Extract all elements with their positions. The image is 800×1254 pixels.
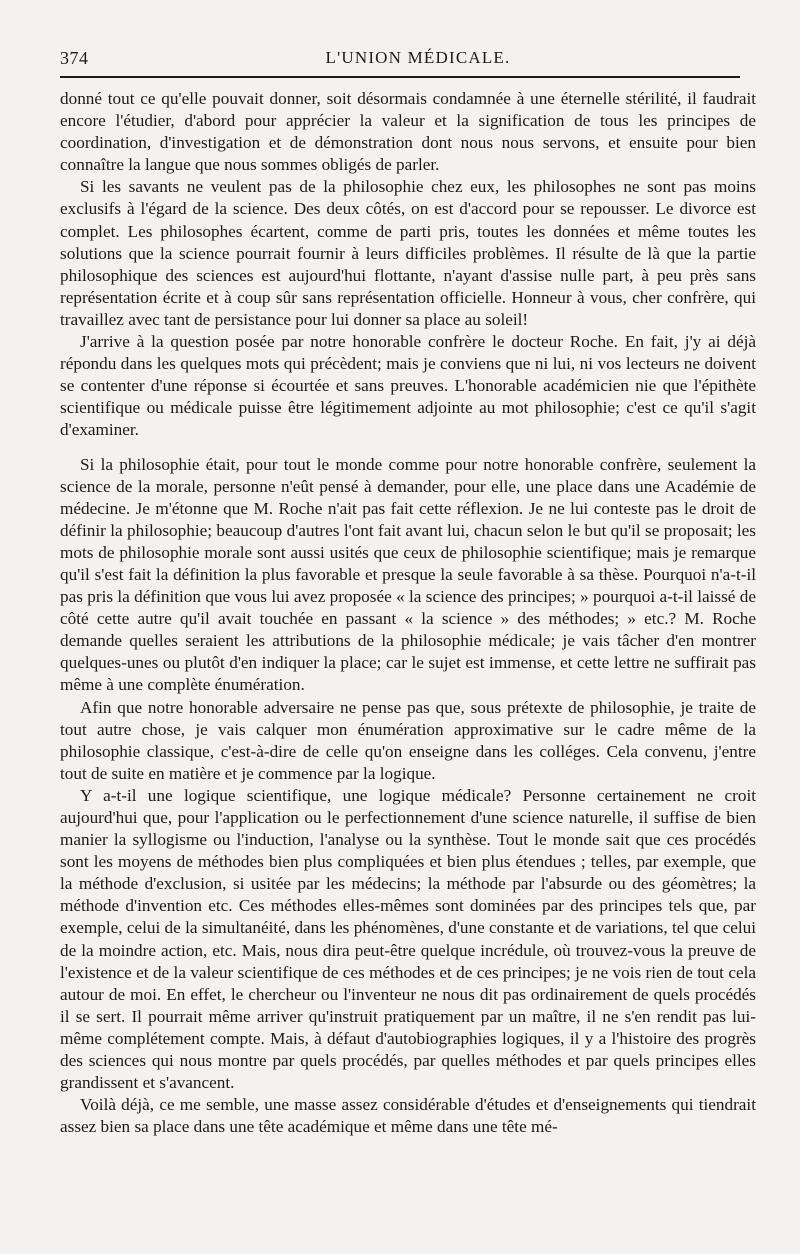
header-rule (60, 76, 740, 78)
paragraph: Si la philosophie était, pour tout le monde comme pour notre honorable confrère, seulement la science de la morale, personne n'eût pensé à demander, pour elle, une place dans une Académie de médecine. Je m'étonne que M. Roche n'ait pas fait cette réflexion. Je ne lui conteste pas le droit de définir la philosophie; beaucoup d'autres l'ont fait avant lui, chacun selon le but qu'il se proposait; les mots de philosophie morale sont aussi usités que ceux de philosophie scientifique; mais je remarque qu'il s'est fait la définition la plus favorable et presque la seule favorable à sa thèse. Pourquoi n'a-t-il pas pris la définition que vous lui avez proposée « la science des principes; » pourquoi a-t-il laissé de côté cette autre qu'il avait touchée en passant « la science » des méthodes; » etc.? M. Roche demande quelles seraient les attributions de la philosophie médicale; je vais tâcher d'en montrer quelques-unes ou plutôt d'en indiquer la place; car le sujet est immense, et cette lettre ne suffirait pas même à une complète énumération. (60, 454, 756, 695)
journal-title: L'UNION MÉDICALE. (325, 48, 511, 67)
page-number: 374 (60, 48, 89, 68)
paragraph: Y a-t-il une logique scientifique, une logique médicale? Personne certainement ne croit aujourd'hui que, pour l'application ou le perfectionnement d'une science naturelle, il suffise de bien manier la syllogisme ou l'induction, l'analyse ou la synthèse. Tout le monde sait que ces procédés sont les moyens de méthodes bien plus compliquées et bien plus étendues ; telles, par exemple, que la méthode d'exclusion, si usitée par les médecins; la méthode par l'absurde ou des géomètres; la méthode d'invention etc. Ces méthodes elles-mêmes sont dominées par des principes tels que, par exemple, celui de la simultanéité, dans les phénomènes, d'une constante et de variations, tel que celui de la moindre action, etc. Mais, nous dira peut-être quelque incrédule, où trouvez-vous la preuve de l'existence et de la valeur scientifique de ces méthodes et de ces principes; je ne vois rien de tout cela autour de moi. En effet, le chercheur ou l'inventeur ne nous dit pas ordinairement de quels procédés il se sert. Il pourrait même arriver qu'instruit pratiquement par un maître, il ne s'en rendit pas lui-même complétement compte. Mais, à défaut d'autobiographies logiques, il y a l'histoire des progrès des sciences qui nous montre par quels procédés, par quelles méthodes et par quels principes elles grandissent et s'avancent. (60, 785, 756, 1093)
article-body (60, 88, 756, 1138)
paragraph: Afin que notre honorable adversaire ne pense pas que, sous prétexte de philosophie, je traite de tout autre chose, je vais calquer mon énumération approximative sur le cadre même de la philosophie classique, c'est-à-dire de celle qu'on enseigne dans les colléges. Cela convenu, j'entre tout de suite en matière et je commence par la logique. (60, 697, 756, 783)
paragraph: Si les savants ne veulent pas de la philosophie chez eux, les philosophes ne sont pas moins exclusifs à l'égard de la science. Des deux côtés, on est d'accord pour se repousser. Le divorce est complet. Les philosophes écartent, comme de parti pris, toutes les données et même toutes les solutions que la science pourrait fournir à leurs difficiles problèmes. Il résulte de là que la partie philosophique des sciences est aujourd'hui flottante, n'ayant d'assise nulle part, à peu près sans représentation écrite et à coup sûr sans représentation officielle. Honneur à vous, cher confrère, qui travaillez avec tant de persistance pour lui donner sa place au soleil! (60, 177, 756, 329)
running-head (60, 46, 756, 74)
paragraph-continuation: donné tout ce qu'elle pouvait donner, soit désormais condamnée à une éternelle stérilité, il faudrait encore l'étudier, d'abord pour apprécier la valeur et la signification de tous les principes de coordination, d'investigation et de démonstration dont nous nous servons, et ensuite pour bien connaître la langue que nous sommes obligés de parler. (60, 89, 756, 175)
paragraph: J'arrive à la question posée par notre honorable confrère le docteur Roche. En fait, j'y ai déjà répondu dans les quelques mots qui précèdent; mais je conviens que ni lui, ni vos lecteurs ne doivent se contenter d'une réponse si écourtée et sans preuves. L'honorable académicien nie que l'épithète scientifique ou médicale puisse être légitimement adjointe au mot philosophie; c'est ce qu'il s'agit d'examiner. (60, 332, 756, 440)
paragraph: Voilà déjà, ce me semble, une masse assez considérable d'études et d'enseignements qui tiendrait assez bien sa place dans une tête académique et même dans une tête mé- (60, 1095, 756, 1137)
